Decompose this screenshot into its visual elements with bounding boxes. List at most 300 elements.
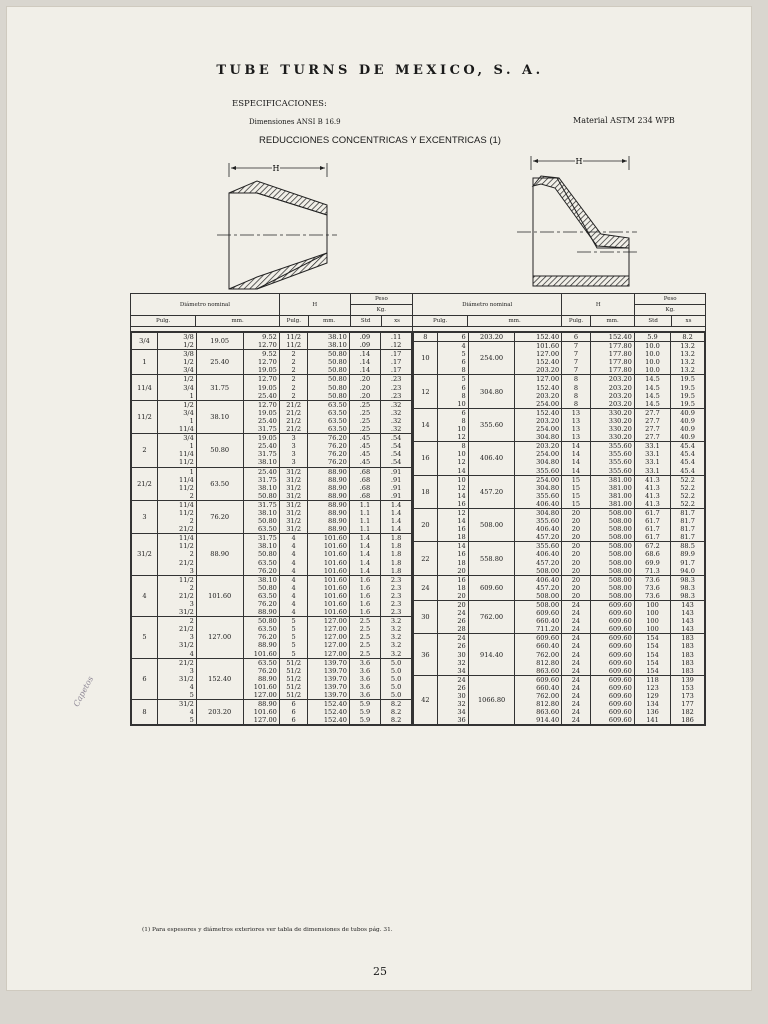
reduced-mm-col [515,601,562,634]
weight-xs: 1.8 [390,542,402,551]
reduced-mm: 457.20 [536,533,560,542]
h-mm-col [590,442,634,475]
weight-std: 73.6 [645,575,660,584]
h-mm: 139.70 [323,674,347,683]
reduced-mm-col [243,467,279,500]
h-pulg: 4 [291,583,296,592]
h-mm: 139.70 [323,682,347,691]
reduced-size: 2 [189,550,194,559]
h-mm-col [308,500,350,533]
h-mm: 76.20 [328,450,347,459]
weight-std-col [349,434,380,467]
nominal-size: 42 [414,675,437,725]
reduced-size: 4 [189,708,194,717]
reducer-dimensions-table [130,293,706,726]
h-pulg: 4 [291,542,296,551]
weight-std-col [349,400,380,433]
weight-xs: 183 [681,642,694,651]
h-pulg: 21/2 [286,408,302,417]
weight-std-col [349,467,380,500]
reduced-size: 11/2 [179,483,194,492]
reduced-mm-col [515,634,562,675]
h-mm: 101.60 [323,608,347,617]
weight-xs-col [671,408,705,441]
weight-xs: 89.9 [680,550,695,559]
dimension-h-label: H [272,164,280,173]
weight-xs: 1.4 [390,525,402,534]
reduced-mm: 63.50 [257,658,277,667]
weight-xs: .32 [390,425,402,434]
reduced-size-col [437,408,468,441]
reduced-mm: 31.75 [257,450,277,459]
h-pulg: 3 [291,434,296,443]
h-mm: 381.00 [608,491,632,500]
h-pulg-col [562,508,591,541]
weight-xs: 153 [681,683,694,692]
h-pulg: 24 [571,700,581,709]
weight-std-col [634,342,670,375]
reduced-size: 34 [457,708,466,717]
header-diametro-nominal-left: Diámetro nominal [131,294,280,316]
reduced-mm: 254.00 [536,450,560,459]
h-mm: 609.60 [608,601,632,609]
h-mm: 508.00 [608,575,632,584]
reduced-mm: 406.40 [536,550,560,559]
reduced-size: 12 [457,458,466,467]
h-mm: 50.80 [328,383,347,392]
weight-std: .20 [359,383,371,392]
nominal-size: 8 [414,333,437,342]
size-group-row [414,634,705,675]
reduced-mm: 25.40 [257,416,277,425]
header-kg-right: Kg. [635,305,706,316]
reduced-mm: 9.52 [262,333,277,341]
specifications-label: ESPECIFICACIONES: [232,99,327,109]
h-pulg: 15 [571,483,581,492]
h-pulg: 51/2 [286,682,302,691]
h-pulg-col [562,442,591,475]
nominal-mm: 1066.80 [468,675,515,725]
nominal-size: 2 [132,434,158,467]
reduced-size: 36 [457,716,466,725]
nominal-size: 4 [132,575,158,616]
reduced-size: 1 [189,467,194,476]
h-mm-col [590,475,634,508]
weight-xs: 94.0 [680,566,695,575]
right-half-table [413,332,705,725]
size-group-row [414,675,705,725]
size-group-row [414,601,705,634]
weight-std: 69.9 [645,558,660,567]
weight-xs: .54 [390,434,402,443]
weight-std: 129 [646,692,659,701]
reduced-mm: 457.20 [536,558,560,567]
reduced-mm: 19.05 [257,383,277,392]
h-mm: 381.00 [608,499,632,508]
weight-xs: 5.0 [390,666,402,675]
size-group-row [414,342,705,375]
h-mm: 609.60 [608,625,632,634]
reduced-mm: 508.00 [536,591,560,600]
reduced-size: 21/2 [179,658,194,667]
weight-xs-col [381,400,412,433]
h-pulg: 5 [291,649,296,658]
weight-std: 41.3 [645,491,660,500]
reduced-mm: 19.05 [257,408,277,417]
weight-std: 1.4 [359,558,371,567]
h-pulg: 24 [571,708,581,717]
h-mm: 508.00 [608,517,632,526]
reduced-mm-col [243,700,279,725]
nominal-size: 24 [414,575,437,600]
h-mm: 355.60 [608,466,632,475]
concentric-reducer-diagram [217,157,337,292]
h-mm: 330.20 [608,408,632,417]
weight-std: 5.9 [359,700,371,709]
weight-std-col [349,617,380,658]
reduced-mm: 31.75 [257,534,277,543]
reduced-mm-col [515,375,562,408]
reduced-size: 1 [189,442,194,451]
reduced-mm: 12.70 [257,400,277,409]
reduced-size: 1/2 [183,358,194,367]
reduced-mm: 88.90 [257,700,277,709]
reduced-size: 2 [189,617,194,626]
reduced-mm: 50.80 [257,517,277,526]
reduced-size: 5 [189,691,194,700]
h-pulg-col [562,408,591,441]
header-kg-left: Kg. [350,305,413,316]
reduced-mm: 609.60 [536,609,560,618]
reduced-size-col [437,342,468,375]
weight-std: 2.5 [359,625,371,634]
h-pulg: 3 [291,458,296,467]
reduced-size-col [437,442,468,475]
nominal-mm: 152.40 [196,658,243,699]
h-mm: 609.60 [608,683,632,692]
weight-std: 3.6 [359,666,371,675]
weight-std: 154 [646,634,659,643]
size-group-row [132,534,412,575]
reduced-mm: 38.10 [257,575,277,584]
reduced-mm: 38.10 [257,483,277,492]
reduced-mm: 254.00 [536,399,560,408]
nominal-size: 10 [414,342,437,375]
weight-xs: 2.3 [390,575,402,584]
nominal-mm: 558.80 [468,542,515,575]
reduced-size: 18 [457,583,466,592]
weight-std: 2.5 [359,633,371,642]
weight-xs: 2.3 [390,608,402,617]
h-pulg-col [562,342,591,375]
reduced-mm: 12.70 [257,341,277,350]
weight-std: 41.3 [645,475,660,484]
h-pulg: 21/2 [286,416,302,425]
weight-std-col [634,634,670,675]
reduced-mm: 63.50 [257,625,277,634]
page-number: 25 [373,965,387,978]
h-pulg-col [279,467,308,500]
weight-std: 61.7 [645,508,660,517]
reduced-size: 3/4 [183,434,194,443]
nominal-size: 12 [414,375,437,408]
reduced-mm: 304.80 [536,483,560,492]
nominal-mm: 304.80 [468,375,515,408]
weight-std: .09 [359,333,371,341]
reduced-mm: 812.80 [536,700,560,709]
h-mm: 101.60 [323,583,347,592]
nominal-size: 18 [414,475,437,508]
weight-xs: 88.5 [680,542,695,551]
h-pulg: 14 [571,466,581,475]
h-mm-col [308,434,350,467]
size-group-row [132,658,412,699]
h-mm: 609.60 [608,650,632,659]
weight-std-col [634,508,670,541]
reduced-size: 6 [461,408,466,417]
header-peso-right: Peso [635,294,706,305]
reduced-size: 21/2 [179,625,194,634]
weight-std: .45 [359,458,371,467]
h-pulg: 2 [291,366,296,375]
weight-std: 2.5 [359,617,371,626]
h-mm: 177.80 [608,366,632,375]
size-group-row [132,400,412,433]
h-pulg: 20 [571,566,581,575]
reduced-size-col [157,500,196,533]
h-mm: 127.00 [323,617,347,626]
weight-std: 61.7 [645,525,660,534]
h-pulg: 20 [571,517,581,526]
reduced-mm: 76.20 [257,566,277,575]
size-group-row [132,467,412,500]
weight-xs: 3.2 [390,625,402,634]
weight-xs: 1.8 [390,534,402,543]
h-mm-col [590,575,634,600]
reduced-mm: 762.00 [536,650,560,659]
h-mm: 508.00 [608,591,632,600]
h-pulg-col [562,575,591,600]
reduced-mm: 76.20 [257,666,277,675]
header-diametro-nominal-right: Diámetro nominal [413,294,562,316]
reduced-mm: 812.80 [536,658,560,667]
h-pulg-col [562,475,591,508]
weight-std: 1.4 [359,550,371,559]
reduced-size: 2 [189,517,194,526]
size-group-row [132,333,412,350]
weight-std: 1.4 [359,566,371,575]
h-pulg: 24 [571,716,581,725]
h-pulg: 24 [571,642,581,651]
reduced-mm-col [243,500,279,533]
h-pulg: 7 [573,342,579,351]
reduced-mm: 76.20 [257,633,277,642]
reduced-size: 11/2 [179,508,194,517]
weight-std: 154 [646,650,659,659]
nominal-mm: 25.40 [196,350,243,375]
size-group-row [132,350,412,375]
reduced-mm: 355.60 [536,542,560,551]
weight-std: .68 [359,491,371,500]
weight-xs: 13.2 [680,342,695,351]
footnote: (1) Para espesores y diámetros exteriores ver tabla de dimensiones de tubos pág. 31. [142,927,393,933]
nominal-mm: 88.90 [196,534,243,575]
reduced-size: 2 [189,491,194,500]
weight-std: 3.6 [359,682,371,691]
reduced-size: 32 [457,700,466,709]
h-mm: 609.60 [608,666,632,675]
reduced-mm: 660.40 [536,642,560,651]
weight-std: 1.6 [359,600,371,608]
weight-xs-col [671,475,705,508]
nominal-size: 5 [132,617,158,658]
h-pulg: 24 [571,634,581,643]
h-mm: 63.50 [328,408,347,417]
weight-std: .20 [359,391,371,400]
weight-std: 100 [646,625,659,634]
reduced-mm: 609.60 [536,675,560,684]
reduced-size: 14 [457,466,466,475]
weight-std: .45 [359,434,371,443]
h-pulg-col [279,700,308,725]
reduced-size-col [157,467,196,500]
weight-xs: 13.2 [680,358,695,367]
h-pulg: 24 [571,609,581,618]
h-pulg: 4 [291,534,296,543]
weight-xs-col [671,542,705,575]
h-pulg: 20 [571,558,581,567]
reduced-mm: 63.50 [257,558,277,567]
reduced-size: 14 [457,491,466,500]
header-mm-right: mm. [468,316,562,327]
reduced-size: 6 [461,333,466,341]
h-mm: 127.00 [323,641,347,650]
reduced-size: 21/2 [179,558,194,567]
h-mm: 609.60 [608,634,632,643]
reduced-size: 5 [461,375,466,384]
weight-xs-col [381,700,412,725]
weight-std: 154 [646,658,659,667]
weight-std: 1.6 [359,608,371,617]
reduced-mm: 25.40 [257,442,277,451]
reduced-size: 11/4 [179,534,194,543]
reduced-size: 31/2 [179,641,194,650]
reduced-mm: 863.60 [536,708,560,717]
h-pulg: 24 [571,666,581,675]
weight-xs: 52.2 [680,499,695,508]
h-pulg-col [562,675,591,725]
nominal-mm: 203.20 [468,333,515,342]
h-pulg: 2 [291,358,296,367]
h-pulg: 24 [571,692,581,701]
weight-std: .68 [359,475,371,484]
h-mm: 381.00 [608,475,632,484]
h-mm: 609.60 [608,617,632,626]
nominal-mm: 406.40 [468,442,515,475]
h-pulg: 20 [571,525,581,534]
h-mm: 50.80 [328,366,347,375]
reduced-size-col [157,375,196,400]
h-pulg: 8 [573,391,579,400]
weight-xs: 52.2 [680,475,695,484]
h-mm: 152.40 [323,700,347,709]
weight-xs: 91.7 [680,558,695,567]
reduced-size-col [157,350,196,375]
h-pulg-col [279,350,308,375]
weight-xs: 182 [681,708,694,717]
company-title: TUBE TURNS DE MEXICO, S. A. [216,63,544,78]
reduced-size-col [157,534,196,575]
h-pulg: 31/2 [286,475,302,484]
h-mm: 101.60 [323,550,347,559]
reduced-size: 16 [457,550,466,559]
weight-std: 134 [646,700,659,709]
weight-xs-col [381,333,412,350]
h-pulg: 21/2 [286,400,302,409]
weight-xs: 2.3 [390,591,402,600]
reduced-size: 11/4 [179,450,194,459]
h-mm: 88.90 [328,500,347,509]
weight-xs: .54 [390,442,402,451]
reduced-size: 31/2 [179,700,194,709]
header-pulg-left: Pulg. [131,316,196,327]
h-mm: 152.40 [323,716,347,725]
reduced-size: 24 [457,675,466,684]
nominal-size: 31/2 [132,534,158,575]
weight-std: .25 [359,425,371,434]
h-mm: 88.90 [328,508,347,517]
nominal-mm: 38.10 [196,400,243,433]
h-mm: 508.00 [608,550,632,559]
h-pulg: 2 [291,375,296,384]
reduced-size: 3/4 [183,366,194,375]
weight-std: 154 [646,642,659,651]
header-h-pulg-right: Pulg. [562,316,591,327]
size-group-row [414,542,705,575]
h-mm-col [308,333,350,350]
reduced-size: 8 [461,366,466,375]
weight-std: 33.1 [645,458,660,467]
reduced-size: 8 [461,416,466,425]
header-h-mm-right: mm. [590,316,634,327]
h-pulg-col [562,542,591,575]
reduced-size: 1 [189,391,194,400]
reduced-size: 8 [461,442,466,451]
reduced-mm: 203.20 [536,391,560,400]
nominal-mm: 508.00 [468,508,515,541]
weight-xs-col [671,675,705,725]
h-pulg: 24 [571,617,581,626]
h-pulg-col [279,575,308,616]
reduced-mm: 660.40 [536,617,560,626]
weight-std: 5.9 [359,708,371,717]
reduced-mm: 152.40 [536,408,560,417]
reduced-mm-col [243,350,279,375]
h-pulg: 5 [291,641,296,650]
weight-xs: .91 [390,475,402,484]
left-half-table [131,332,412,725]
size-group-row [414,442,705,475]
h-pulg: 4 [291,591,296,600]
h-pulg: 31/2 [286,500,302,509]
nominal-mm: 457.20 [468,475,515,508]
reduced-size: 5 [461,350,466,359]
weight-std-col [634,375,670,408]
nominal-size: 11/4 [132,375,158,400]
reduced-size: 2 [189,583,194,592]
h-pulg: 11/2 [286,333,302,341]
h-pulg: 5 [291,625,296,634]
